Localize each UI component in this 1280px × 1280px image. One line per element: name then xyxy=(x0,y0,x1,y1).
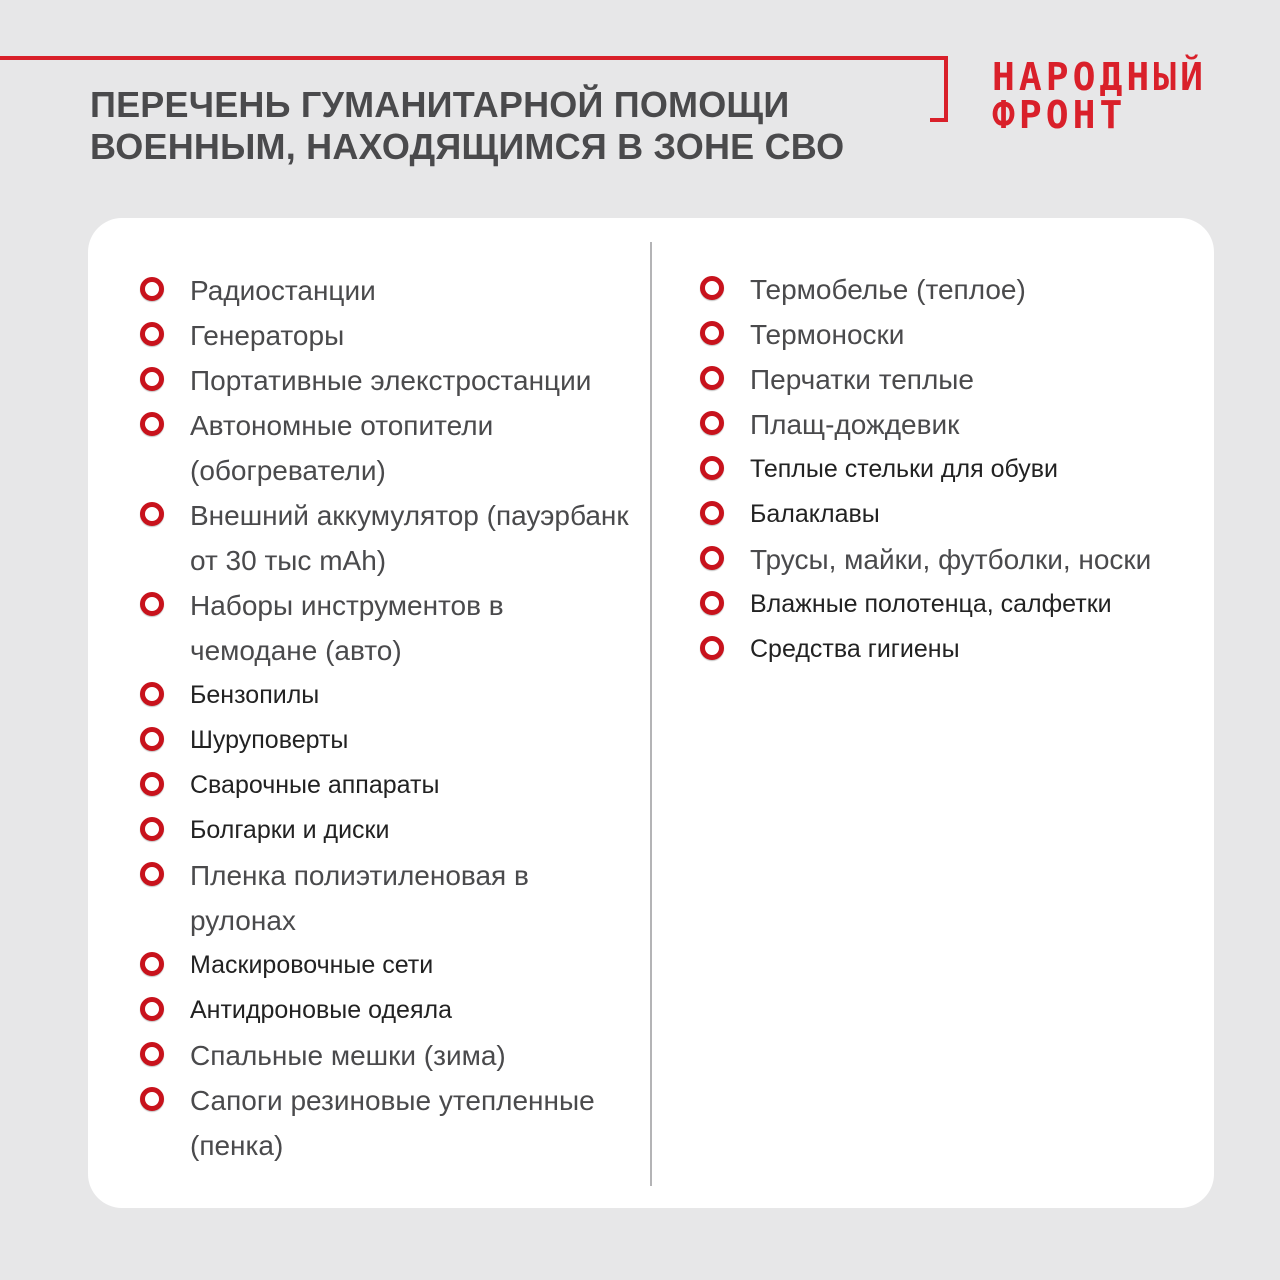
list-item xyxy=(138,763,638,808)
list-item xyxy=(138,943,638,988)
aid-list-card xyxy=(88,218,1214,1208)
list-item xyxy=(698,627,1198,672)
bullet-icon xyxy=(700,276,724,300)
bullet-icon xyxy=(140,682,164,706)
bullet-icon xyxy=(700,411,724,435)
list-item xyxy=(698,582,1198,627)
frame-line-right xyxy=(944,56,948,122)
bullet-icon xyxy=(700,501,724,525)
list-item-text: Сапоги резиновые утепленные (пенка) xyxy=(190,1085,595,1161)
list-item-text: Портативные элекстростанции xyxy=(190,365,592,396)
bullet-icon xyxy=(140,412,164,436)
list-item-text: Бензопилы xyxy=(190,681,320,709)
bullet-icon xyxy=(140,322,164,346)
list-item-text: Генераторы xyxy=(190,320,345,351)
frame-line-top xyxy=(0,56,948,60)
list-item xyxy=(138,1033,638,1078)
list-item-text: Антидроновые одеяла xyxy=(190,996,452,1024)
frame-line-bottom xyxy=(930,118,948,122)
bullet-icon xyxy=(700,591,724,615)
list-item-text: Влажные полотенца, салфетки xyxy=(750,590,1112,618)
list-left xyxy=(138,268,638,1168)
list-item xyxy=(698,447,1198,492)
list-item xyxy=(138,313,638,358)
list-item-text: Теплые стельки для обуви xyxy=(750,455,1058,483)
list-item-text: Наборы инструментов в чемодане (авто) xyxy=(190,590,504,666)
bullet-icon xyxy=(140,727,164,751)
bullet-icon xyxy=(700,636,724,660)
list-item xyxy=(698,312,1198,357)
list-item-text: Балаклавы xyxy=(750,500,880,528)
logo xyxy=(992,55,1208,137)
list-item-text: Термобелье (теплое) xyxy=(750,274,1026,305)
list-item-text: Автономные отопители (обогреватели) xyxy=(190,410,494,486)
list-item xyxy=(138,583,638,673)
bullet-icon xyxy=(700,546,724,570)
list-item xyxy=(138,718,638,763)
bullet-icon xyxy=(140,952,164,976)
list-item xyxy=(138,403,638,493)
list-item xyxy=(138,1078,638,1168)
title-line-2: ВОЕННЫМ, НАХОДЯЩИМСЯ В ЗОНЕ СВО xyxy=(90,126,845,167)
list-item xyxy=(138,673,638,718)
list-item-text: Трусы, майки, футболки, носки xyxy=(750,544,1152,575)
logo-line-2: ФРОНТ xyxy=(992,93,1127,137)
bullet-icon xyxy=(700,321,724,345)
page-title xyxy=(90,84,844,168)
list-item xyxy=(138,853,638,943)
list-item xyxy=(698,402,1198,447)
list-item-text: Сварочные аппараты xyxy=(190,771,440,799)
bullet-icon xyxy=(140,772,164,796)
logo-line-1: НАРОДНЫЙ xyxy=(992,55,1208,99)
bullet-icon xyxy=(140,592,164,616)
list-right xyxy=(698,267,1198,672)
list-item xyxy=(698,267,1198,312)
bullet-icon xyxy=(140,817,164,841)
list-item xyxy=(698,537,1198,582)
list-item-text: Болгарки и диски xyxy=(190,816,390,844)
list-item-text: Внешний аккумулятор (пауэрбанк от 30 тыс mAh) xyxy=(190,500,629,576)
bullet-icon xyxy=(140,862,164,886)
list-item-text: Перчатки теплые xyxy=(750,364,974,395)
list-item-text: Плащ-дождевик xyxy=(750,409,960,440)
list-item xyxy=(138,268,638,313)
bullet-icon xyxy=(140,367,164,391)
bullet-icon xyxy=(140,997,164,1021)
list-item xyxy=(698,357,1198,402)
list-item-text: Средства гигиены xyxy=(750,635,960,663)
bullet-icon xyxy=(700,366,724,390)
list-item-text: Термоноски xyxy=(750,319,905,350)
bullet-icon xyxy=(140,277,164,301)
list-item xyxy=(138,988,638,1033)
bullet-icon xyxy=(140,502,164,526)
bullet-icon xyxy=(140,1042,164,1066)
list-item-text: Шуруповерты xyxy=(190,726,349,754)
list-item-text: Маскировочные сети xyxy=(190,951,434,979)
list-item xyxy=(698,492,1198,537)
list-item-text: Радиостанции xyxy=(190,275,376,306)
list-item xyxy=(138,808,638,853)
title-line-1: ПЕРЕЧЕНЬ ГУМАНИТАРНОЙ ПОМОЩИ xyxy=(90,84,790,125)
list-item-text: Пленка полиэтиленовая в рулонах xyxy=(190,860,529,936)
column-divider xyxy=(650,242,652,1186)
list-item-text: Спальные мешки (зима) xyxy=(190,1040,506,1071)
list-item xyxy=(138,358,638,403)
list-item xyxy=(138,493,638,583)
bullet-icon xyxy=(140,1087,164,1111)
bullet-icon xyxy=(700,456,724,480)
